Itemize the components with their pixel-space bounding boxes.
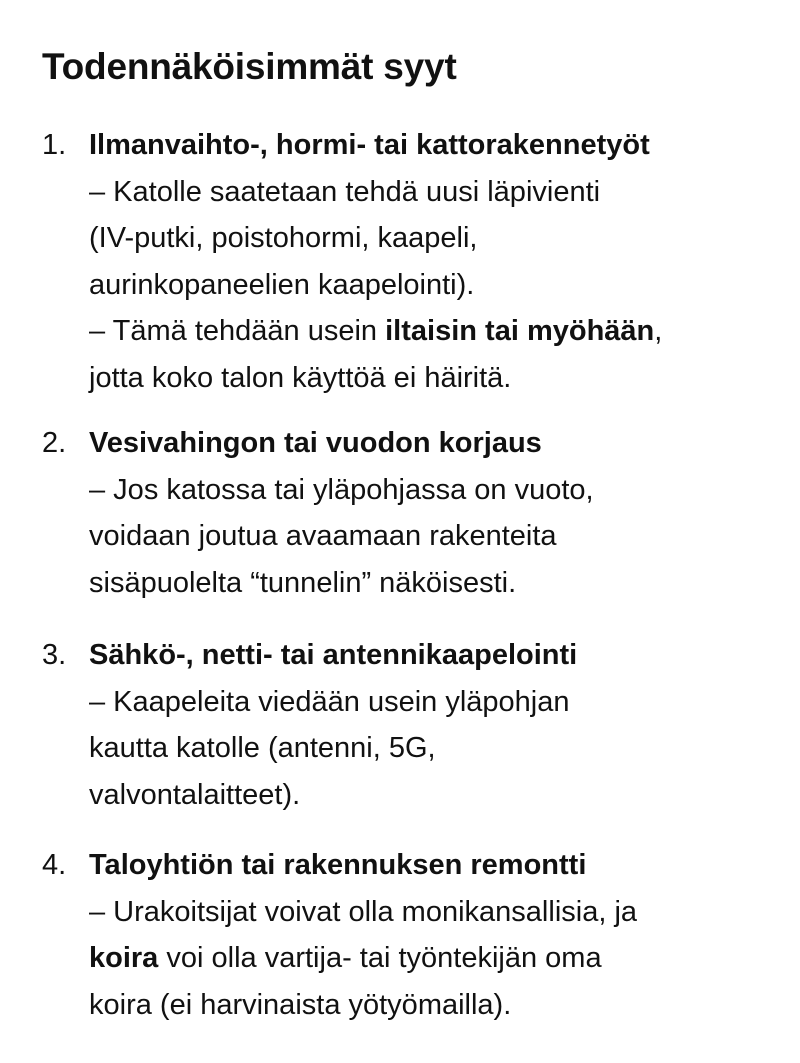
emphasis-text: koira xyxy=(89,942,159,974)
list-item-cause-2 xyxy=(42,420,782,606)
list-item-body xyxy=(89,632,782,818)
cause-text-line: – Kaapeleita viedään usein yläpohjan xyxy=(89,685,570,718)
text-segment: voi olla vartija- tai työntekijän oma xyxy=(158,942,602,974)
cause-text-line: – Urakoitsijat voivat olla monikansallisia, ja xyxy=(89,895,638,928)
cause-text-line: valvontalaitteet). xyxy=(89,778,301,811)
list-item-cause-3 xyxy=(42,632,782,818)
list-number: 1. xyxy=(42,129,67,161)
cause-title: Sähkö-, netti- tai antennikaapelointi xyxy=(89,639,578,671)
list-number: 4. xyxy=(42,849,67,881)
cause-title: Vesivahingon tai vuodon korjaus xyxy=(89,427,542,459)
cause-text-line: – Katolle saatetaan tehdä uusi läpivienti xyxy=(89,175,601,208)
cause-text-line xyxy=(89,308,782,355)
list-item-body xyxy=(89,122,782,401)
cause-text-line: jotta koko talon käyttöä ei häiritä. xyxy=(89,361,512,394)
list-item-cause-1 xyxy=(42,122,782,401)
text-segment: – Tämä tehdään usein xyxy=(89,315,386,347)
cause-text-line: aurinkopaneelien kaapelointi). xyxy=(89,268,475,301)
text-segment: , xyxy=(654,315,663,347)
emphasis-text: iltaisin tai myöhään xyxy=(385,315,655,347)
cause-text-line: (IV-putki, poistohormi, kaapeli, xyxy=(89,222,478,254)
cause-text-line: koira (ei harvinaista yötyömailla). xyxy=(89,988,512,1021)
cause-text-line: sisäpuolelta “tunnelin” näköisesti. xyxy=(89,566,517,599)
list-item-body xyxy=(89,420,782,606)
cause-text-line xyxy=(89,935,782,982)
cause-text-line: kautta katolle (antenni, 5G, xyxy=(89,732,436,764)
list-number: 3. xyxy=(42,639,67,671)
cause-text-line: – Jos katossa tai yläpohjassa on vuoto, xyxy=(89,473,594,506)
list-number: 2. xyxy=(42,427,67,459)
list-item-body xyxy=(89,842,782,1028)
page-title: Todennäköisimmät syyt xyxy=(42,46,457,87)
cause-text-line: voidaan joutua avaamaan rakenteita xyxy=(89,520,557,552)
cause-title: Ilmanvaihto-, hormi- tai kattorakennetyöt xyxy=(89,129,650,161)
list-item-cause-4 xyxy=(42,842,782,1028)
cause-title: Taloyhtiön tai rakennuksen remontti xyxy=(89,849,587,881)
